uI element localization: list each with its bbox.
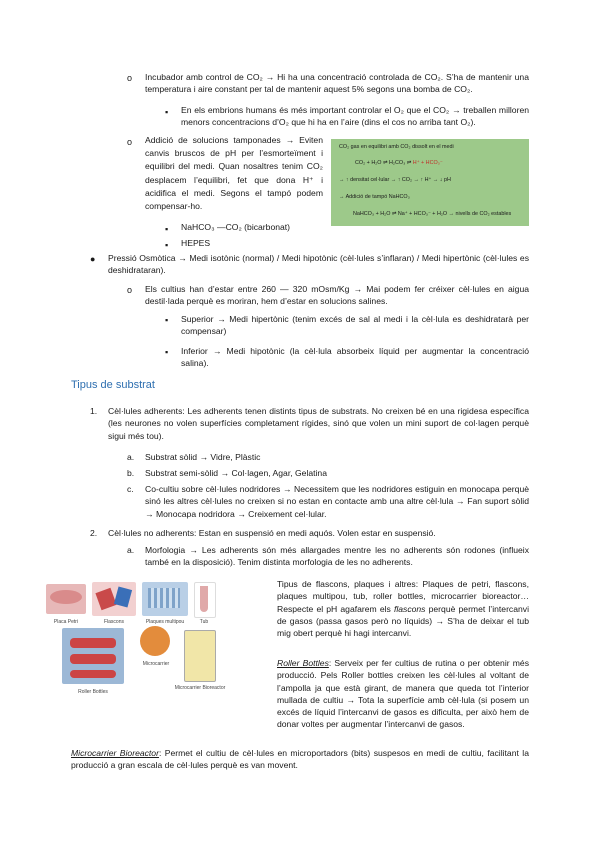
bioreactor-paragraph: Microcarrier Bioreactor: Permet el cultiu de cèl·lules en microportadors (bits) suspesos en medi de cultiu, facilitant la producció a gran escala de cèl·lules perquè es van movent. [71,748,529,771]
flasks-thumb [92,582,136,616]
figure-line: → Addició de tampó NaHCO₃ [339,194,410,200]
caption-bioreactor: Microcarrier Bioreactor [174,685,226,691]
osmolarity-item: Els cultius han d’estar entre 260 — 320 mOsm/Kg → Mai podem fer créixer cèl·lules en aigua destil·lada perquè es moriran, hem d’estar en solucions salines. [145,284,529,307]
figure-line: → ↑ densitat cel·lular → ↑ CO₂ → ↑ H⁺ → ↓ pH [339,177,451,183]
caption-petri: Placa Petri [53,619,79,625]
hypertonic-item: Superior → Medi hipertònic (tenim excés de sal al medi i la cèl·lula es deshidratarà per compensar) [181,314,529,337]
caption-roller: Roller Bottles [78,689,108,695]
figure-line: CO₂ + H₂O ⇌ H₂CO₃ ⇌ H⁺ + HCO₃⁻ [355,160,443,166]
list-letter: b. [127,468,135,478]
bullet-square: ▪ [165,224,169,234]
bullet-square: ▪ [165,347,169,357]
caption-tube: Tub [199,619,209,625]
semisolid-substrate-item: Substrat semi-sòlid → Col·lagen, Agar, Gelatina [145,468,327,478]
coculture-item: Co-cultiu sobre cèl·lules nodridores → Necessitem que les nodridores estiguin en monocapa perquè sinó les altres cèl·lules no creixen si no estan en contacte amb una altre cèl·lula → Fan suport sòlid → Monocapa nodridora → Creixement cel·lular. [145,484,529,519]
embryo-item: En els embrions humans és més important controlar el O₂ que el CO₂ → treballen milloren menors concentracions d’O₂ que hi ha en l’aire (dins el cos no arriba tant O₂). [181,105,529,128]
solid-substrate-item: Substrat sòlid → Vidre, Plàstic [145,452,261,462]
nonadherent-item: Cèl·lules no adherents: Estan en suspensió en medi aquós. Volen estar en suspensió. [108,528,436,538]
hepes-item: HEPES [181,238,211,248]
caption-flasks: Flascons [103,619,124,625]
bicarbonate-item: NaHCO₃ —CO₂ (bicarbonat) [181,222,291,232]
microcarrier-thumb [140,626,170,656]
morphology-item: Morfologia → Les adherents són més allargades mentre les no adherents són rodones (influeix també en la disposició). Tenim distinta morfologia de les no adherents. [145,545,529,568]
multiwell-plates-thumb [142,582,188,616]
bioreactor-thumb [184,630,216,682]
list-number: 2. [90,528,98,538]
incubator-item: Incubador amb control de CO₂ → Hi ha una concentració controlada de CO₂. S’ha de mantenir una temperatura i aire constant per tal de mantenir aquest 5% segons una bomba de CO₂. [145,72,529,95]
figure-line: NaHCO₃ + H₂O ⇌ Na⁺ + HCO₃⁻ + H₂O → nivells de CO₂ estables [353,211,512,217]
adherent-item: Cèl·lules adherents: Les adherents tenen distints tipus de substrats. No creixen bé en una rigidesa específica (les neurones no volen superfícies completament rígides, sinó que volen un mini suport de col·lagen perquè sigui més tou). [108,406,529,441]
section-heading: Tipus de substrat [71,379,155,391]
culture-vessels-image [42,578,270,696]
caption-microcarrier: Microcarrier [142,661,170,667]
list-letter: c. [127,484,134,494]
roller-bottles-thumb [62,628,124,684]
bullet-square: ▪ [165,240,169,250]
bullet-square: ▪ [165,315,169,325]
roller-bottles-paragraph: Roller Bottles: Serveix per fer cultius de rutina o per obtenir més producció. Pels Roller bottles creixen les cèl·lules al voltant de l’ampolla ja que està girant, de manera que queda tot l’interior mullada de cultiu → Tota la superfície amb cèl·lula (si posem un excés de líquid l’intercanvi de gasos es dificulta, per això hem de donar voltes per augmentar l’intercanvi de gasos. [277,658,529,730]
list-letter: a. [127,452,135,462]
bullet-square: ▪ [165,107,169,117]
petri-dish-thumb [46,584,86,614]
caption-multiwell: Plaques multipou [145,619,185,625]
bullet-circle: o [127,73,133,83]
bullet-dot: ● [90,254,96,264]
bullet-circle: o [127,285,133,295]
list-letter: a. [127,545,135,555]
hypotonic-item: Inferior → Medi hipotònic (la cèl·lula absorbeix líquid per augmentar la concentració salina). [181,346,529,369]
osmotic-item: Pressió Osmòtica → Medi isotònic (normal) / Medi hipotònic (cèl·lules s’inflaran) / Medi hipertònic (cèl·lules es deshidrataran). [108,253,529,276]
bullet-circle: o [127,137,133,147]
figure-line: CO₂ gas en equilibri amb CO₂ dissolt en el medi [339,144,454,150]
buffer-item: Addició de solucions tamponades → Eviten canvis bruscos de pH per l’esmorteïment i equilibri del medi. Quan nosaltres tenim CO₂ desplacem l’equilibri, fet que dona H⁺ i acidifica el medi. Segons el tampó podem compensar-ho. [145,135,323,212]
list-number: 1. [90,406,98,416]
co2-equilibrium-figure [331,139,529,226]
vessel-types-paragraph: Tipus de flascons, plaques i altres: Plaques de petri, flascons, plaques multipou, tub, roller bottles, microcarrier bioreactor… Respecte el pH agafarem els flascons perquè permet l’intercanvi de gasos (passa gasos però no líquids) → S’ha de deixar el tub mig obert perquè hi hagi intercanvi. [277,579,529,639]
tube-thumb [194,582,216,618]
